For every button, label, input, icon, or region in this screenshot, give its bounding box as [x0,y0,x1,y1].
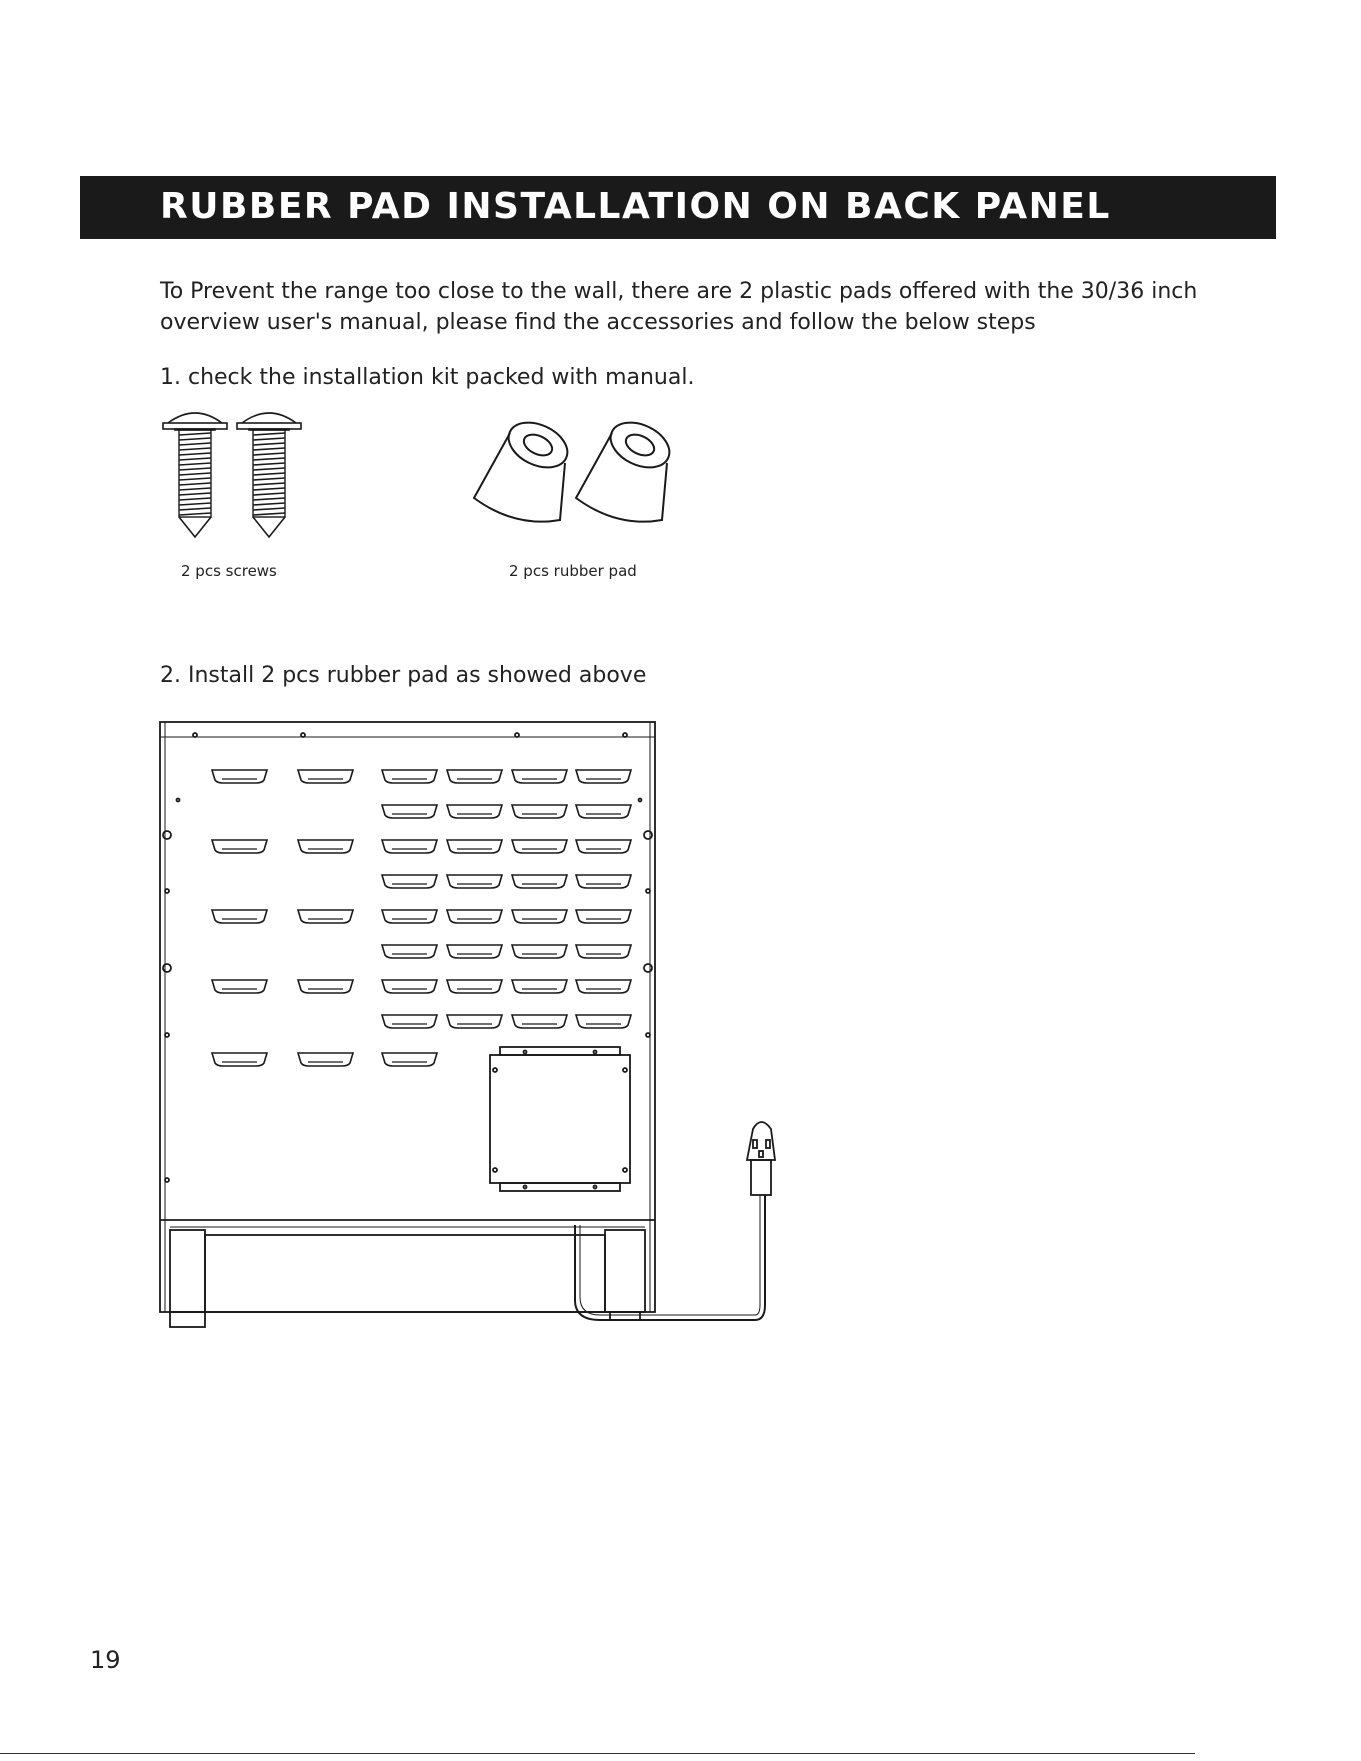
intro-paragraph: To Prevent the range too close to the wall, there are 2 plastic pads offered with the 30/36 inch overview user's manual, please find the accessories and follow the below steps [160,279,1198,335]
bottom-rule [0,1753,1195,1754]
rubber-pad-caption: 2 pcs rubber pad [509,562,637,580]
section-header-bar [80,176,1276,239]
back-panel-illustration [155,715,805,1335]
screw-1 [163,413,227,537]
vent-slots [212,770,631,1066]
screws-caption: 2 pcs screws [181,562,277,580]
step-2-text: 2. Install 2 pcs rubber pad as showed above [160,663,647,688]
section-title: RUBBER PAD INSTALLATION ON BACK PANEL [160,186,1111,227]
rubber-pad-2 [576,418,677,522]
rubber-pads-illustration [470,418,680,528]
screw-2 [237,413,301,537]
screws-illustration [160,405,310,545]
page-number: 19 [90,1646,121,1674]
rubber-pad-1 [474,418,575,522]
step-1-text: 1. check the installation kit packed with manual. [160,365,695,390]
